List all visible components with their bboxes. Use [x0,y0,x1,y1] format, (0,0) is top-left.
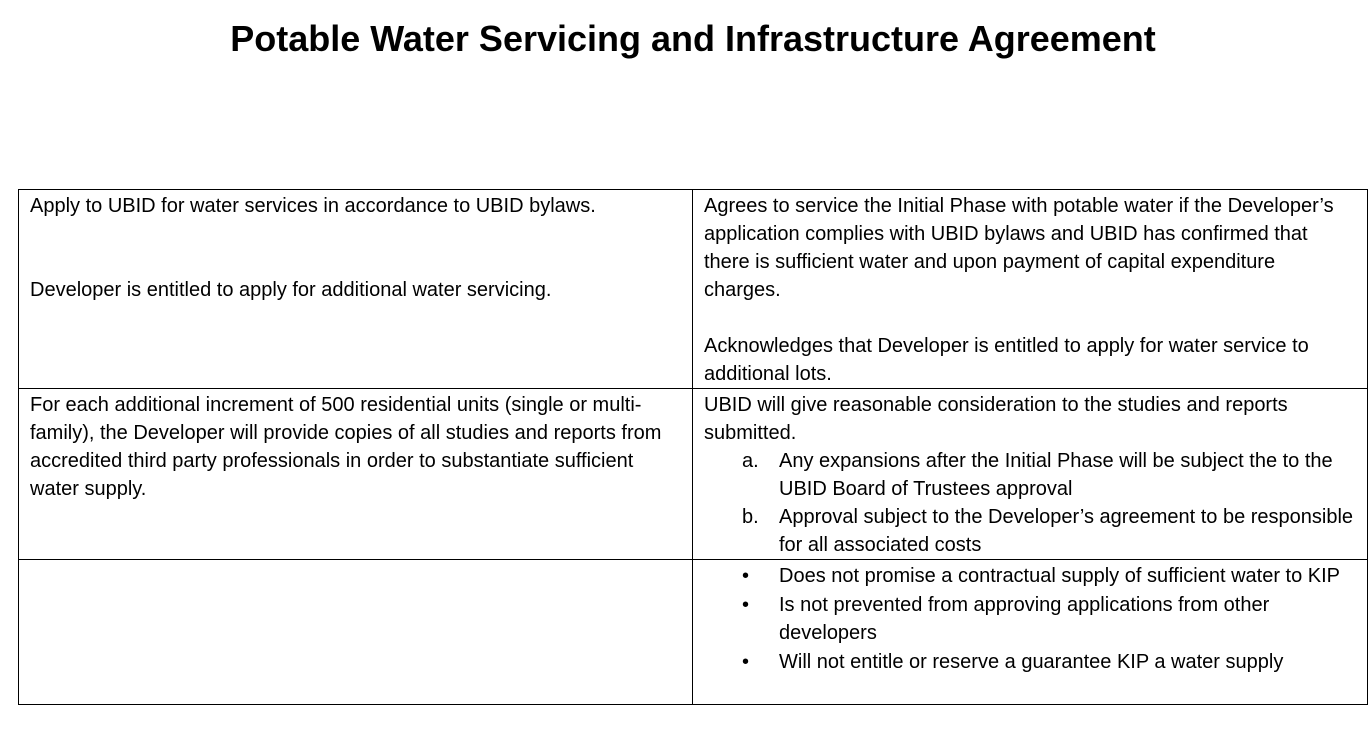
cell-paragraph: Acknowledges that Developer is entitled to apply for water service to additional lots. [704,335,1309,385]
table-row [19,389,1368,560]
lettered-list [704,447,1357,559]
list-item [704,503,1357,559]
list-item [704,562,1357,590]
list-item-text: Any expansions after the Initial Phase will be subject the to the UBID Board of Trustees approval [779,450,1333,500]
cell-paragraph: Developer is entitled to apply for additional water servicing. [30,279,552,301]
ubid-obligation-cell [693,190,1368,389]
bullet-icon: • [742,594,750,616]
list-item-text: Does not promise a contractual supply of sufficient water to KIP [779,565,1341,587]
cell-paragraph: UBID will give reasonable consideration to the studies and reports submitted. [704,394,1288,444]
list-item [704,648,1357,676]
empty-cell [19,560,693,705]
agreement-table [18,189,1368,705]
bullet-list [704,562,1357,676]
list-marker: a. [742,450,759,472]
list-item-text: Will not entitle or reserve a guarantee KIP a water supply [779,651,1284,673]
developer-obligation-cell [19,190,693,389]
list-item [704,447,1357,503]
list-item [704,591,1357,647]
developer-obligation-cell [19,389,693,560]
bullet-icon: • [742,565,750,587]
table-row [19,560,1368,705]
list-item-text: Approval subject to the Developer’s agreement to be responsible for all associated costs [779,506,1354,556]
cell-paragraph: Apply to UBID for water services in accordance to UBID bylaws. [30,195,596,217]
table-row [19,190,1368,389]
list-marker: b. [742,506,759,528]
ubid-obligation-cell [693,560,1368,705]
list-item-text: Is not prevented from approving applications from other developers [779,594,1270,644]
ubid-obligation-cell [693,389,1368,560]
cell-paragraph: Agrees to service the Initial Phase with potable water if the Developer’s application complies with UBID bylaws and UBID has confirmed that there is sufficient water and upon payment of capital expenditure charges. [704,195,1334,301]
bullet-icon: • [742,651,750,673]
page-title: Potable Water Servicing and Infrastructure Agreement [230,18,1156,59]
cell-paragraph: For each additional increment of 500 residential units (single or multi-family), the Developer will provide copies of all studies and reports from accredited third party professionals in order to substantiate sufficient water supply. [30,394,662,500]
